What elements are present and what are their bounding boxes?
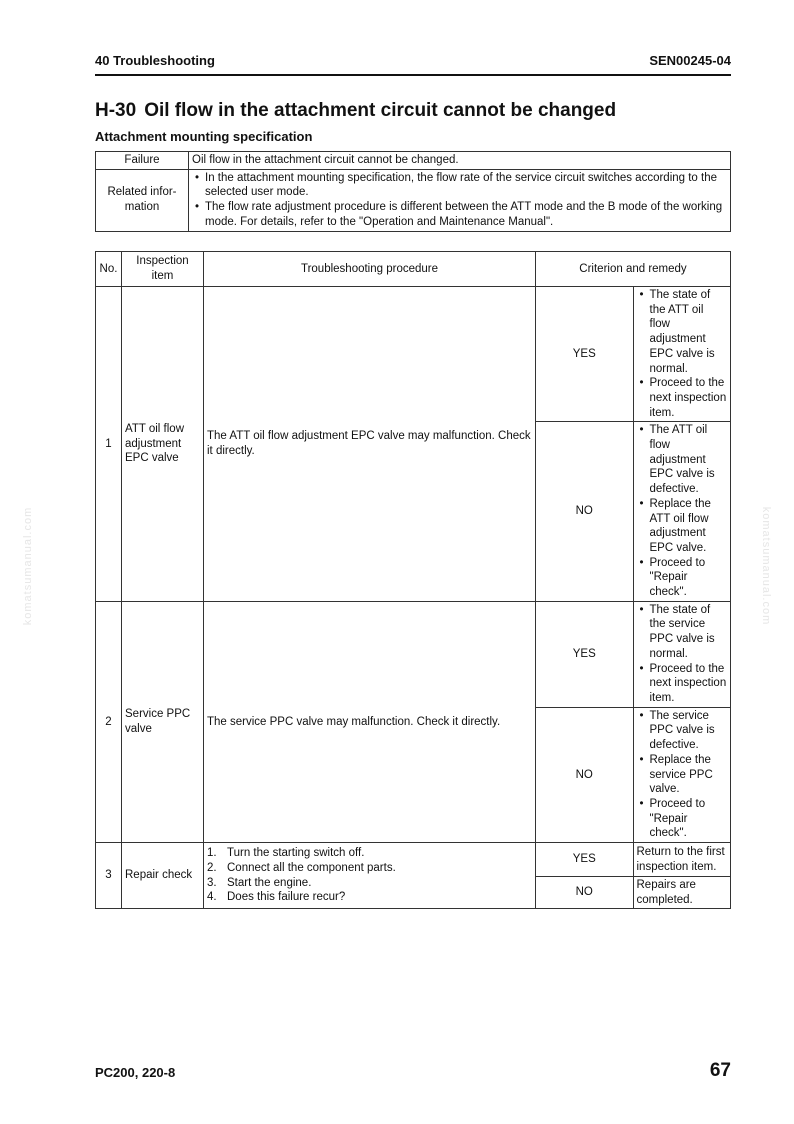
no-remedy: Repairs are completed. bbox=[633, 877, 731, 909]
related-info-list bbox=[192, 171, 727, 230]
remedy-list bbox=[637, 423, 728, 599]
yes-remedy: Return to the first inspection item. bbox=[633, 843, 731, 877]
page-subtitle: Attachment mounting specification bbox=[95, 129, 313, 144]
remedy-list bbox=[637, 603, 728, 706]
yes-remedy bbox=[633, 601, 731, 707]
repair-step bbox=[207, 890, 532, 905]
inspection-item: Repair check bbox=[122, 843, 204, 909]
repair-step bbox=[207, 846, 532, 861]
procedure-text: The ATT oil flow adjustment EPC valve may malfunction. Check it directly. bbox=[204, 287, 536, 602]
remedy-list bbox=[637, 288, 728, 420]
troubleshooting-table bbox=[95, 251, 731, 909]
related-info-cell bbox=[189, 169, 731, 231]
yes-label: YES bbox=[536, 843, 634, 877]
no-remedy bbox=[633, 422, 731, 601]
header-inspection-item: Inspection item bbox=[122, 252, 204, 287]
document-code: SEN00245-04 bbox=[649, 53, 731, 68]
no-label: NO bbox=[536, 877, 634, 909]
remedy-item: • The service PPC valve is defective. bbox=[637, 709, 728, 753]
remedy-item: • Replace the ATT oil flow adjustment EPC valve. bbox=[637, 497, 728, 556]
repair-steps bbox=[204, 843, 536, 909]
related-info-item: • The flow rate adjustment procedure is different between the ATT mode and the B mode of the working mode. For details, refer to the "Operation and Maintenance Manual". bbox=[192, 200, 727, 229]
remedy-list bbox=[637, 709, 728, 841]
table-row bbox=[96, 843, 731, 877]
table-row bbox=[96, 601, 731, 707]
yes-remedy bbox=[633, 287, 731, 422]
no-remedy bbox=[633, 707, 731, 842]
footer-model: PC200, 220-8 bbox=[95, 1065, 176, 1080]
step-text: Start the engine. bbox=[227, 876, 312, 889]
yes-label: YES bbox=[536, 601, 634, 707]
row-number: 2 bbox=[96, 601, 122, 842]
table-header-row bbox=[96, 252, 731, 287]
remedy-item: • Replace the service PPC valve. bbox=[637, 753, 728, 797]
table-row bbox=[96, 287, 731, 422]
related-info-row bbox=[96, 169, 731, 231]
watermark-left: komatsumanual.com bbox=[22, 506, 34, 626]
inspection-item: Service PPC valve bbox=[122, 601, 204, 842]
page-number: 67 bbox=[709, 1060, 731, 1081]
section-header: 40 Troubleshooting bbox=[95, 53, 215, 68]
remedy-item: • Proceed to the next inspection item. bbox=[637, 662, 728, 706]
title-text: Oil flow in the attachment circuit cannot be changed bbox=[144, 100, 617, 121]
remedy-item: • Proceed to "Repair check". bbox=[637, 556, 728, 600]
watermark-right: komatsumanual.com bbox=[760, 506, 772, 626]
repair-step bbox=[207, 861, 532, 876]
repair-step-list bbox=[207, 846, 532, 905]
related-info-item: • In the attachment mounting specification, the flow rate of the service circuit switches according to the selected user mode. bbox=[192, 171, 727, 200]
step-number: 1. bbox=[207, 847, 217, 860]
remedy-item: • Proceed to "Repair check". bbox=[637, 797, 728, 841]
step-number: 4. bbox=[207, 891, 217, 904]
row-number: 1 bbox=[96, 287, 122, 602]
repair-step bbox=[207, 876, 532, 891]
header-no: No. bbox=[96, 252, 122, 287]
step-text: Turn the starting switch off. bbox=[227, 847, 365, 860]
page-title bbox=[95, 100, 616, 122]
remedy-item: • Proceed to the next inspection item. bbox=[637, 376, 728, 420]
inspection-item: ATT oil flow adjustment EPC valve bbox=[122, 287, 204, 602]
step-text: Does this failure recur? bbox=[227, 891, 346, 904]
header-criterion: Criterion and remedy bbox=[536, 252, 731, 287]
step-number: 3. bbox=[207, 876, 217, 889]
yes-label: YES bbox=[536, 287, 634, 422]
header-rule bbox=[95, 74, 731, 76]
failure-row bbox=[96, 152, 731, 170]
row-number: 3 bbox=[96, 843, 122, 909]
title-code: H-30 bbox=[95, 100, 137, 121]
no-label: NO bbox=[536, 707, 634, 842]
remedy-item: • The state of the service PPC valve is normal. bbox=[637, 603, 728, 662]
failure-info-table bbox=[95, 151, 731, 232]
no-label: NO bbox=[536, 422, 634, 601]
step-number: 2. bbox=[207, 862, 217, 875]
failure-text: Oil flow in the attachment circuit cannot be changed. bbox=[189, 152, 731, 170]
related-info-label: Related infor- mation bbox=[96, 169, 189, 231]
procedure-text: The service PPC valve may malfunction. Check it directly. bbox=[204, 601, 536, 842]
remedy-item: • The ATT oil flow adjustment EPC valve is defective. bbox=[637, 423, 728, 497]
header-procedure: Troubleshooting procedure bbox=[204, 252, 536, 287]
failure-label: Failure bbox=[96, 152, 189, 170]
step-text: Connect all the component parts. bbox=[227, 862, 396, 875]
remedy-item: • The state of the ATT oil flow adjustment EPC valve is normal. bbox=[637, 288, 728, 376]
